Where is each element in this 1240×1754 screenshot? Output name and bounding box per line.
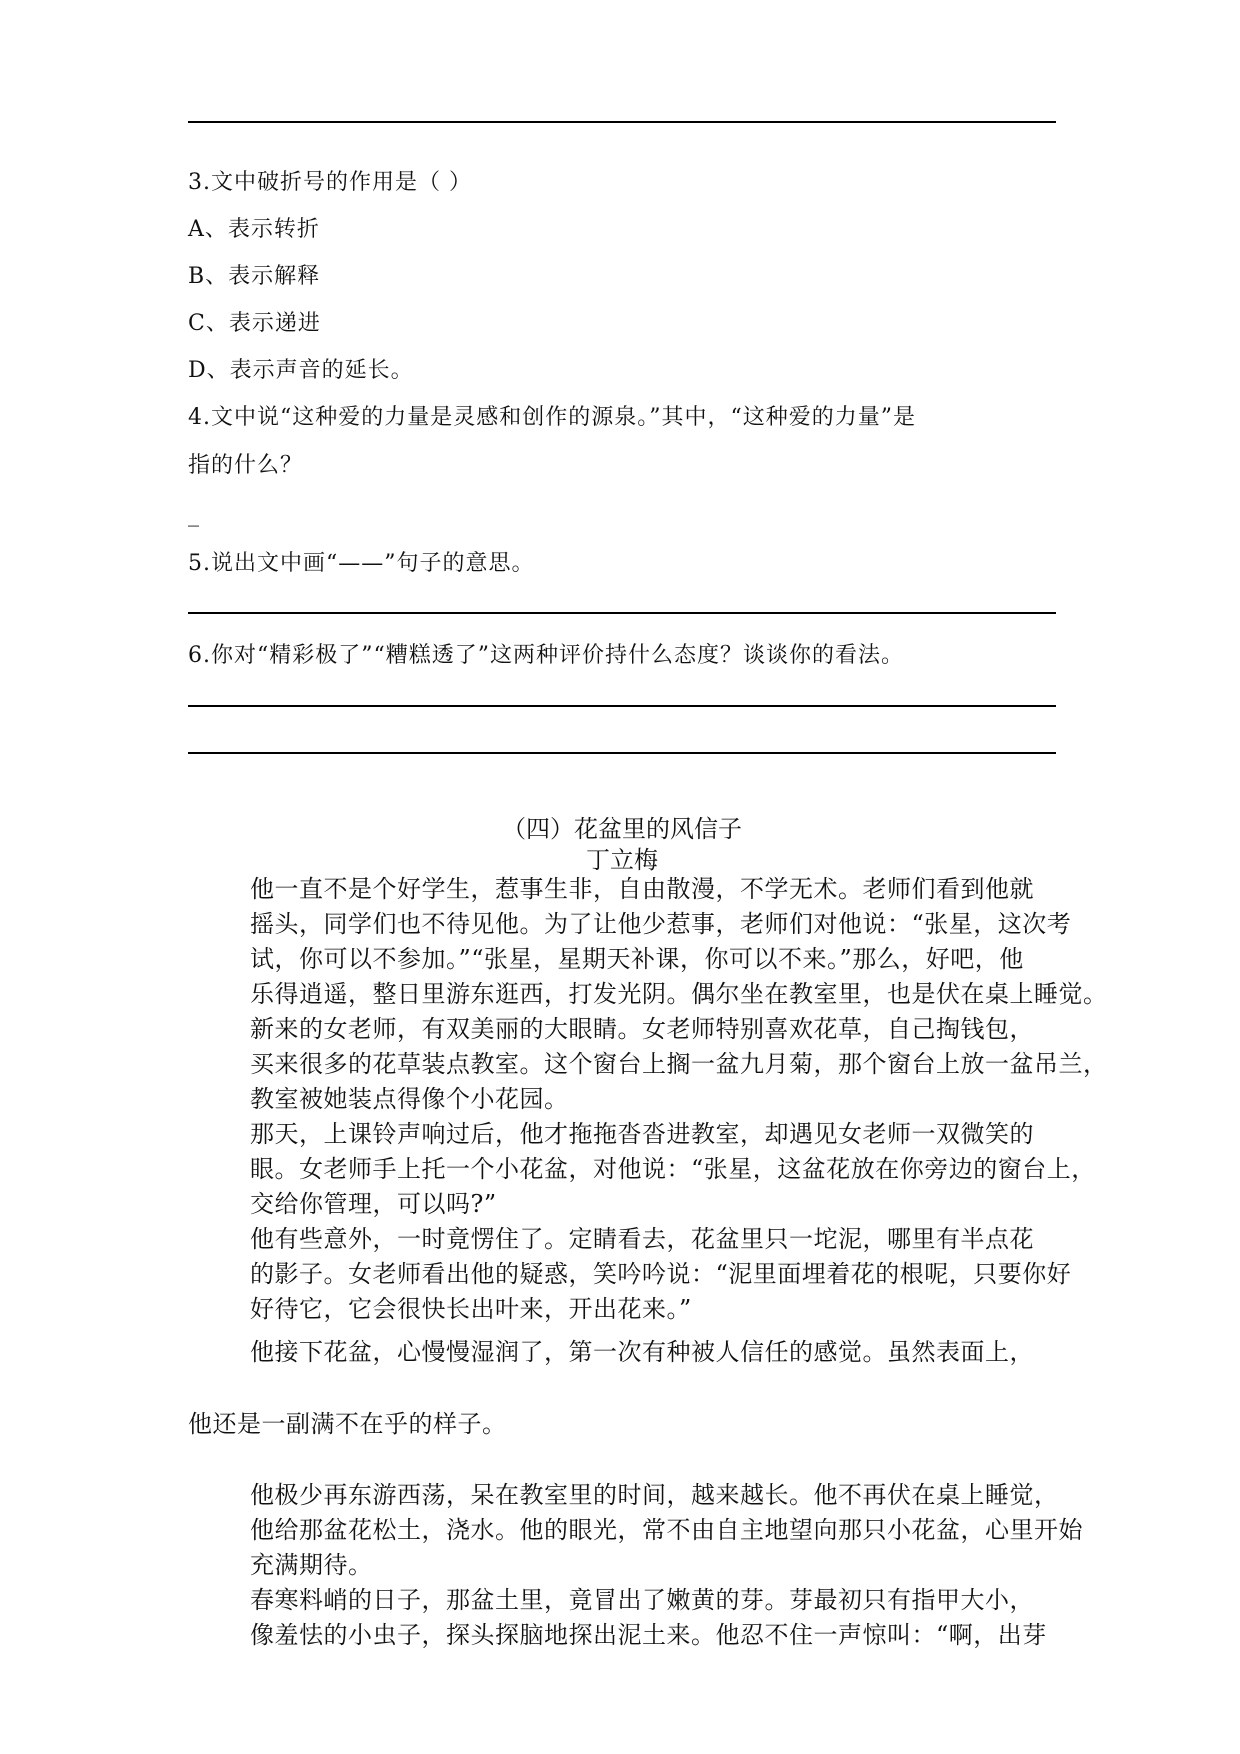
answer-line-top (188, 121, 1056, 123)
question-6-answer-line-2 (188, 752, 1056, 754)
paragraph-6 (188, 1407, 1058, 1442)
question-6-answer-line-1 (188, 705, 1056, 707)
question-4-line-2: 指的什么？ (188, 453, 304, 478)
paragraph-line: 他接下花盆，心慢慢湿润了，第一次有种被人信任的感觉。虽然表面上， (250, 1338, 1034, 1366)
paragraph-line: 买来很多的花草装点教室。这个窗台上搁一盆九月菊，那个窗台上放一盆吊兰， (250, 1050, 1108, 1078)
paragraph-5 (188, 1335, 1058, 1370)
article-author: 丁立梅 (586, 846, 658, 874)
paragraph-line: 他还是一副满不在乎的样子。 (188, 1410, 507, 1438)
paragraph-2 (188, 1012, 1108, 1117)
paragraph-line: 试，你可以不参加。”“张星，星期天补课，你可以不来。”那么，好吧，他 (250, 945, 1024, 973)
question-5-answer-line (188, 612, 1056, 614)
paragraph-8 (188, 1583, 1058, 1653)
question-3-option-d: D、表示声音的延长。 (188, 358, 414, 383)
question-5-prompt: 5.说出文中画“——”句子的意思。 (188, 551, 535, 576)
question-6-prompt: 6.你对“精彩极了”“糟糕透了”这两种评价持什么态度？谈谈你的看法。 (188, 643, 904, 668)
paragraph-line: 充满期待。 (250, 1551, 373, 1579)
paragraph-line: 他极少再东游西荡，呆在教室里的时间，越来越长。他不再伏在桌上睡觉， (250, 1481, 1059, 1509)
question-4-line-1: 4.文中说“这种爱的力量是灵感和创作的源泉。”其中，“这种爱的力量”是 (188, 405, 916, 430)
paragraph-1 (188, 872, 1108, 1012)
article-title: （四）花盆里的风信子 (502, 815, 742, 843)
paragraph-line: 教室被她装点得像个小花园。 (250, 1085, 569, 1113)
question-3-option-a: A、表示转折 (188, 217, 320, 242)
paragraph-line: 新来的女老师，有双美丽的大眼睛。女老师特别喜欢花草，自己掏钱包， (250, 1015, 1034, 1043)
paragraph-line: 乐得逍遥，整日里游东逛西，打发光阴。偶尔坐在教室里，也是伏在桌上睡觉。 (250, 980, 1108, 1008)
paragraph-4 (188, 1222, 1072, 1327)
paragraph-line: 他有些意外，一时竟愣住了。定睛看去，花盆里只一坨泥，哪里有半点花 (250, 1225, 1034, 1253)
question-3-option-c: C、表示递进 (188, 311, 321, 336)
paragraph-line: 眼。女老师手上托一个小花盆，对他说：“张星，这盆花放在你旁边的窗台上， (250, 1155, 1096, 1183)
paragraph-line: 好待它，它会很快长出叶来，开出花来。” (250, 1295, 692, 1323)
paragraph-line: 他一直不是个好学生，惹事生非，自由散漫，不学无术。老师们看到他就 (250, 875, 1034, 903)
paragraph-line: 他给那盆花松土，浇水。他的眼光，常不由自主地望向那只小花盆，心里开始 (250, 1516, 1083, 1544)
paragraph-line: 那天，上课铃声响过后，他才拖拖沓沓进教室，却遇见女老师一双微笑的 (250, 1120, 1034, 1148)
paragraph-line: 摇头，同学们也不待见他。为了让他少惹事，老师们对他说：“张星，这次考 (250, 910, 1072, 938)
question-4-answer-mark: _ (188, 502, 200, 527)
paragraph-3 (188, 1117, 1096, 1222)
paragraph-line: 的影子。女老师看出他的疑惑，笑吟吟说：“泥里面埋着花的根呢，只要你好 (250, 1260, 1072, 1288)
question-3-prompt: 3.文中破折号的作用是（ ） (188, 170, 472, 195)
question-3-option-b: B、表示解释 (188, 264, 321, 289)
paragraph-line: 像羞怯的小虫子，探头探脑地探出泥土来。他忍不住一声惊叫：“啊，出芽 (250, 1621, 1047, 1649)
paragraph-7 (188, 1478, 1083, 1583)
paragraph-line: 交给你管理，可以吗?” (250, 1190, 497, 1218)
paragraph-line: 春寒料峭的日子，那盆土里，竟冒出了嫩黄的芽。芽最初只有指甲大小， (250, 1586, 1034, 1614)
